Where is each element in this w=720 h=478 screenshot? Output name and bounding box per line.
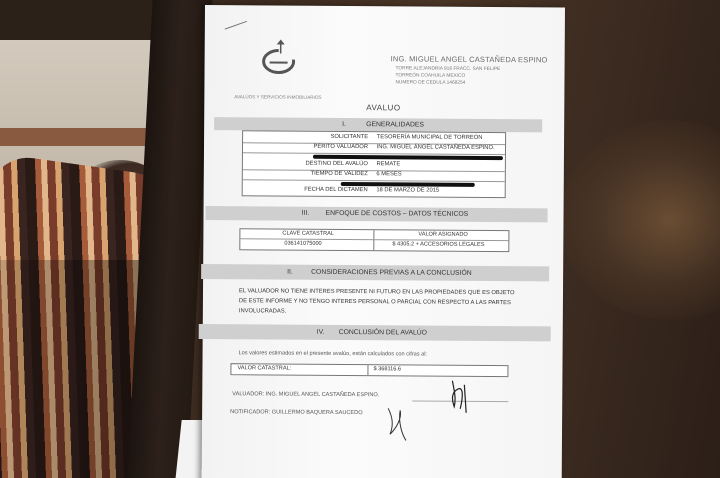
table-row: [243, 185, 505, 197]
row-value: TESORERÍA MUNICIPAL DE TORREÓN: [376, 134, 483, 141]
table-row: [243, 169, 505, 182]
row-key: DESTINO DEL AVALÚO: [305, 160, 368, 168]
cadastral-value-label: VALOR CATASTRAL:: [237, 365, 292, 372]
appraisal-document: [202, 5, 565, 478]
table-row: [243, 142, 505, 155]
row-key: PERITO VALUADOR: [313, 143, 369, 151]
column-divider: [367, 365, 368, 375]
row-value: 6 MESES: [376, 171, 402, 178]
assigned-value-header: VALOR ASIGNADO: [418, 231, 468, 238]
cadastral-key-value: 036141075000: [284, 240, 322, 247]
section-3-heading: [205, 206, 547, 222]
section-number: III.: [301, 209, 310, 217]
address-line-1: TORRE ALEJANDRIA 916 FRACC. SAN FELIPE: [395, 66, 501, 73]
row-key: FECHA DEL DICTAMEN: [304, 186, 368, 194]
notifier-line: NOTIFICADOR: GUILLERMO BAQUERA SAUCEDO: [230, 409, 363, 417]
row-key: SOLICITANTE: [330, 133, 369, 141]
technical-data-table: [239, 228, 509, 252]
section-title: GENERALIDADES: [366, 121, 424, 129]
section-4-heading: [199, 324, 551, 341]
services-label: AVALÚOS Y SERVICIOS INMOBILIARIOS: [234, 94, 322, 100]
address-line-2: TORREÓN COAHUILA MEXICO: [395, 73, 466, 79]
section-title: CONSIDERACIONES PREVIAS A LA CONCLUSIÓN: [311, 268, 472, 277]
general-info-table: [242, 130, 506, 198]
engineer-name: ING. MIGUEL ANGEL CASTAÑEDA ESPINO: [390, 54, 548, 65]
assigned-value: $ 4305.2 + ACCESORIOS LEGALES: [392, 241, 485, 248]
notifier-signature: [382, 404, 412, 444]
row-key: TIEMPO DE VALIDEZ: [310, 170, 368, 178]
section-number: IV.: [316, 328, 325, 336]
pen-mark: [223, 19, 249, 31]
row-value: REMATE: [376, 161, 401, 168]
section-title: ENFOQUE DE COSTOS – DATOS TÉCNICOS: [325, 209, 469, 218]
appraiser-signature: [442, 377, 482, 417]
company-logo: [259, 38, 301, 78]
section-title: CONCLUSIÓN DEL AVALÚO: [338, 328, 428, 337]
document-title: AVALUO: [366, 103, 401, 113]
section-number: II.: [287, 268, 293, 276]
cadastral-value-box: [230, 363, 508, 377]
considerations-paragraph: EL VALUADOR NO TIENE INTERES PRESENTE NI FUTURO EN LAS PROPIEDADES QUE ES OBJETO DE ESTE INFORME Y NO TENGO INTERES PERSONAL O PARCIAL CON RESPECTO A LAS PARTES INVOLUCRADAS.: [238, 288, 515, 315]
row-value: 18 DE MARZO DE 2015: [376, 187, 440, 194]
conclusion-intro: Los valores estimados en el presente avalúo, están calculados con cifras al:: [238, 350, 428, 358]
section-number: I.: [342, 120, 346, 128]
row-divider: [240, 238, 508, 241]
cadastral-value-amount: $ 368116.6: [373, 366, 402, 373]
row-value: ING. MIGUEL ÁNGEL CASTAÑEDA ESPINO.: [376, 144, 495, 152]
cadastral-key-header: CLAVE CATASTRAL: [282, 230, 335, 237]
section-2-heading: [201, 264, 549, 281]
appraiser-line: VALUADOR: ING. MIGUEL ANGEL CASTAÑEDA ESPINO.: [232, 391, 380, 399]
license-number: NUMERO DE CEDULA 1468254: [395, 80, 466, 86]
